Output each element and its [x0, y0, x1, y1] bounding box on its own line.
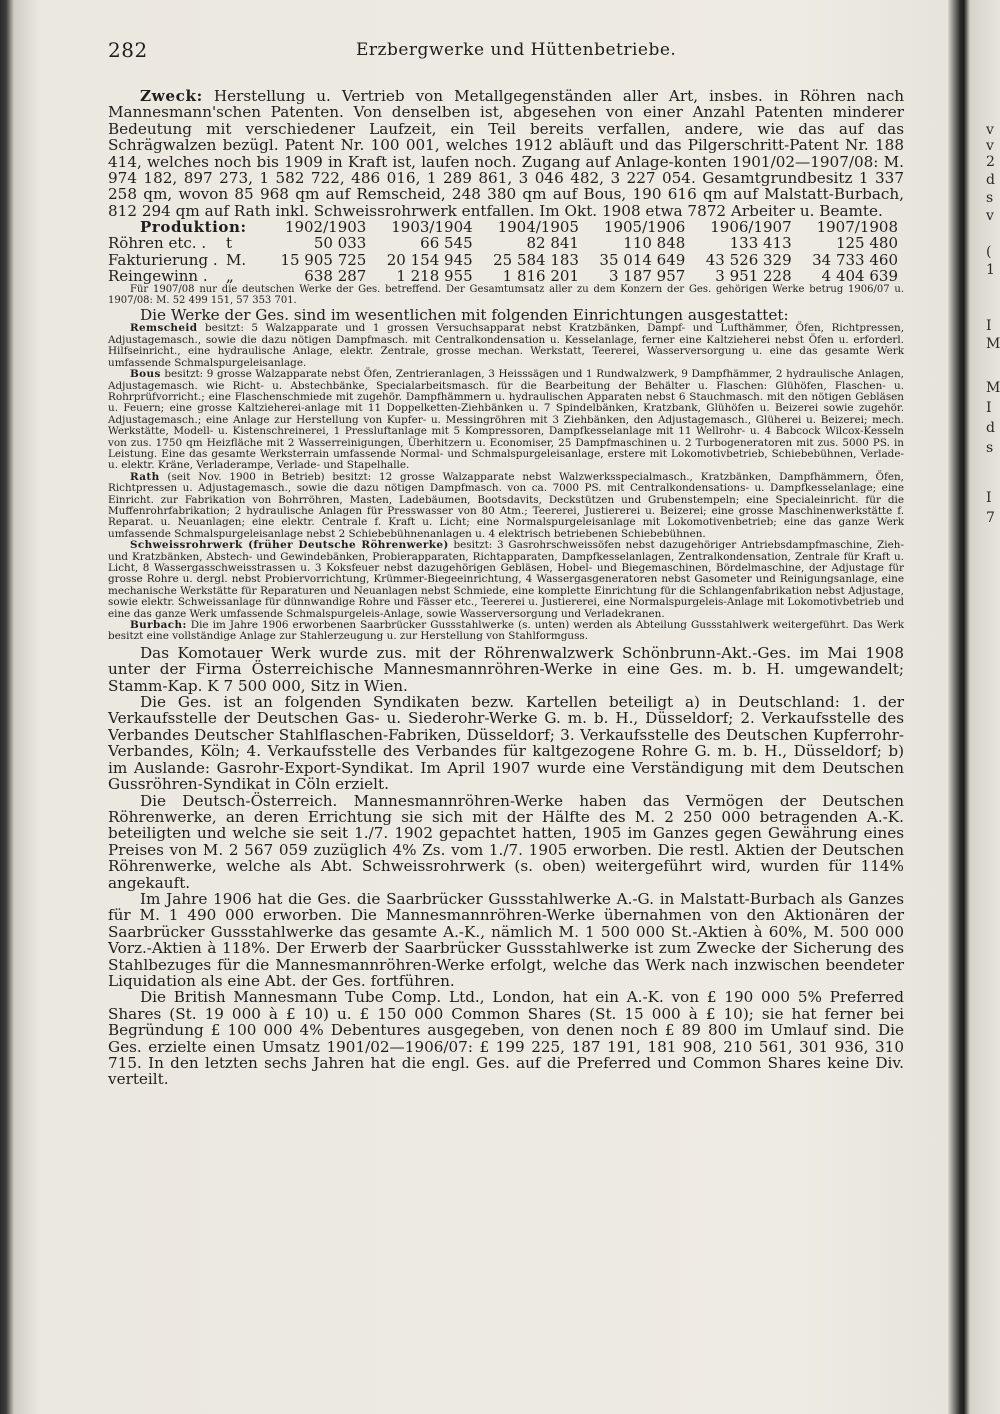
zweck-label: Zweck: [140, 87, 203, 105]
werk-name: Remscheid [130, 322, 198, 335]
table-cell: 125 480 [835, 234, 898, 253]
werk-text: besitzt: 9 grosse Walzapparate nebst Öfen, Zentrieranlagen, 3 Heisssägen und 1 Rundwalzwerk, 9 Dampfhämmer, 2 hydraulische Anlagen, Adjustagemasch. wie Richt- u. Abstechbänke, Specialarbeitsmasch. für die Bearbeitung der Behälter u. Flaschen: Glühöfen, Flaschen- u. Rohrprüfvorricht.; eine Flaschenschmiede mit zugehör. Dampfhämmern u. hydraulischen Apparaten nebst 6 Stauchmasch. mit den nötigen Gebläsen u. Feuern; eine grosse Kaltzieherei-anlage mit 11 Doppelketten-Ziehbänken u. 7 Spindelbänken, Kratzbank, Glühöfen u. Beizerei sowie zugehör. Adjustagemasch.; eine Anlage zur Herstellung von Kupfer- u. Messingröhren mit 3 Ziehbänken, den Adjustagemasch., Glüherei u. Beizerei; mech. Werkstätte, Modell- u. Kistenschreinerei, 1 Pressluftanlage mit 5 Kompressoren, Dampfkesselanlage mit 11 Wellrohr- u. 4 Babcock Wilcox-Kesseln von zus. 1750 qm Heizfläche mit 2 Wasserreinigungen, Überhitzern u. Economiser, 25 Dampfmaschinen u. 2 Turbogeneratoren mit zus. 5000 PS. in Leistung. Eine das gesamte Werksterrain umfassende Normal- und Schmalspurgeleisanlage, erstere mit Lokomotivbetrieb, Schiebebühnen, Verlade- u. elektr. Kräne, Verladerampe, Verlade- und Stapelhalle. [108, 368, 904, 472]
row-unit: „ [226, 266, 234, 285]
row-unit: t [226, 234, 233, 253]
werk-rath [108, 472, 904, 540]
table-cell: 1 218 955 [396, 266, 473, 285]
running-header [108, 38, 904, 68]
table-cell: 1 816 201 [502, 266, 579, 285]
margin-fragment: I [986, 490, 992, 506]
margin-fragment: I [986, 400, 992, 416]
margin-fragment: v [986, 122, 994, 138]
zweck-paragraph [108, 88, 904, 219]
werke-intro: Die Werke der Ges. sind im wesentlichen mit folgenden Einrichtungen ausgestattet: [140, 306, 789, 325]
zweck-text: Herstellung u. Vertrieb von Metallgegenständen aller Art, insbes. in Röhren nach Mannesmann'schen Patenten. Von denselben ist, abgesehen von einer Anzahl Patenten minderer Bedeutung mit verschiedener Laufzeit, ein Teil bereits verfallen, andere, wie das auf das Schrägwalzen bezügl. Patent Nr. 100 001, welches 1912 abläuft und das Pilgerschritt-Patent Nr. 188 414, welches noch bis 1909 in Kraft ist, laufen noch. Zugang auf Anlage-konten 1901/02—1907/08: M. 974 182, 897 273, 1 582 722, 486 016, 1 289 861, 3 046 482, 3 227 054. Gesamtgrundbesitz 1 337 258 qm, wovon 85 968 qm auf Remscheid, 248 380 qm auf Bous, 190 616 qm auf Malstatt-Burbach, 812 294 qm auf Rath inkl. Schweissrohrwerk entfallen. Im Okt. 1908 etwa 7872 Arbeiter u. Beamte. [108, 87, 905, 220]
werk-burbach [108, 620, 904, 643]
werk-schweissrohrwerk [108, 540, 904, 620]
table-cell: 4 404 639 [821, 266, 898, 285]
margin-fragment: 1 [986, 262, 995, 278]
page-content [108, 38, 905, 1089]
produktion-table [108, 219, 904, 284]
margin-fragment: 2 [986, 154, 995, 170]
produktion-footnote: Für 1907/08 nur die deutschen Werke der Ges. betreffend. Der Gesamtumsatz aller zu dem Konzern der Ges. gehörigen Werke betrug 1906/07 u. 1907/08: M. 52 499 151, 57 353 701. [108, 284, 904, 307]
paragraph-komotau: Das Komotauer Werk wurde zus. mit der Röhrenwalzwerk Schönbrunn-Akt.-Ges. im Mai 1908 unter der Firma Österreichische Mannesmannröhren-Werke in eine Ges. m. b. H. umgewandelt; Stamm-Kap. K 7 500 000, Sitz in Wien. [108, 643, 904, 695]
produktion-label: Produktion: [140, 218, 247, 237]
year-header: 1905/1906 [603, 218, 686, 237]
table-cell: 34 733 460 [812, 250, 898, 269]
werk-name: Bous [130, 368, 161, 381]
year-header: 1904/1905 [497, 218, 579, 237]
year-header: 1907/1908 [816, 218, 898, 237]
table-row [108, 252, 904, 268]
werk-bous [108, 369, 904, 472]
table-cell: 3 951 228 [715, 266, 792, 285]
margin-fragment: 7 [986, 510, 995, 526]
margin-fragment: M [986, 380, 1000, 396]
next-page-gutter [948, 0, 1000, 1414]
werk-remscheid [108, 323, 904, 369]
werk-name: Schweissrohrwerk (früher Deutsche Röhrenwerke) [130, 539, 449, 552]
margin-fragment: v [986, 208, 994, 224]
werk-text: besitzt: 3 Gasrohrschweissöfen nebst dazugehöriger Antriebsdampfmaschine, Zieh- und Kratzbänken, Abstech- und Gewindebänken, Probierapparaten, Richtapparaten, Dampfkesselanlagen, Zentralkondensation, Zentrale für Kraft u. Licht, 8 Wassergasschweisstrassen u. 3 Koksfeuer nebst dazugehörigen Gebläsen, Hobel- und Biegemaschinen, Bördelmaschine, der Adjustage für grosse Rohre u. dergl. nebst Probiervorrichtung, Krümmer-Biegeeinrichtung, 4 Wassergasgeneratoren nebst Gasometer und Reinigungsanlage, eine mechanische Werkstätte für Reparaturen und Neuanlagen nebst Schmiede, eine komplette Einrichtung für die Schlangenfabrikation nebst Adjustage, sowie elektr. Schweissanlage für dünnwandige Rohre und Fässer etc., Teererei u. Justiererei, eine Normalspurgeleis-Anlage mit Lokomotivbetrieb und eine das ganze Werk umfassende Schmalspurgeleis-Anlage, sowie Wasserversorgung und Verladekranen. [108, 539, 904, 620]
werk-name: Burbach: [130, 619, 187, 632]
table-cell: 35 014 649 [599, 250, 686, 269]
table-cell: 82 841 [526, 234, 579, 253]
margin-fragment: d [986, 420, 995, 436]
table-row [108, 235, 904, 251]
werk-name: Rath [130, 470, 160, 483]
table-cell: 15 905 725 [280, 250, 367, 269]
produktion-header-row [108, 219, 904, 235]
margin-fragment: I [986, 318, 992, 334]
table-cell: 43 526 329 [705, 250, 792, 269]
table-cell: 133 413 [729, 234, 792, 253]
table-cell: 50 033 [313, 234, 367, 253]
row-label: Fakturierung . [108, 250, 218, 269]
werk-text: (seit Nov. 1900 in Betrieb) besitzt: 12 grosse Walzapparate nebst Walzwerksspecialmasch., Kratzbänken, Dampfhämmern, Öfen, Richtpressen u. Adjustagemasch., sowie die dazu nötigen Dampfmasch. von ca. 7000 PS. mit Centralkondensations- u. Dampfkesselanlage; eine Einricht. zur Fabrikation von Bohrröhren, Masten, Ladebäumen, Bootsdavits, Deckstützen und Grubenstempeln; eine Specialeinricht. für die Muffenrohrfabrikation; 2 hydraulische Anlagen für Presswasser von 80 Atm.; Teererei, Justiererei u. Beizerei; eine grosse Maschinenwerkstätte f. Reparat. u. Neuanlagen; eine elektr. Centrale f. Kraft u. Licht; eine Normalspurgeleisanlage mit Lokomotivenbetrieb; eine das ganze Werk umfassende Schmalspurgeleisanlage nebst 2 Schiebebühnenanlagen u. 4 elektrisch betriebenen Schiebebühnen. [108, 470, 904, 540]
page-number: 282 [108, 38, 148, 62]
table-row [108, 268, 904, 284]
year-header: 1902/1903 [284, 218, 367, 237]
werk-text: besitzt: 5 Walzapparate und 1 grossen Versuchsapparat nebst Kratzbänken, Dampf- und Lufthämmer, Öfen, Richtpressen, Adjustagemasch., sowie die dazu nötigen Dampfmasch. mit Centralkondensation u. Kesselanlage, ferner eine Kaltzieherei nebst Öfen u. erforderl. Hilfseinricht., eine hydraulische Anlage, elektr. Zentrale, grosse mechan. Werkstatt, Teererei, Wasserversorgung u. eine das gesamte Werk umfassende Schmalspurgeleisanlage. [108, 322, 904, 369]
article-body [108, 88, 904, 1088]
table-cell: 638 287 [304, 266, 367, 285]
margin-fragment: v [986, 138, 994, 154]
margin-fragment: ( [986, 244, 992, 260]
margin-fragment: d [986, 172, 995, 188]
row-label: Reingewinn . [108, 266, 208, 285]
paragraph-deutsche-roehrenwerke: Die Deutsch-Österreich. Mannesmannröhren-Werke haben das Vermögen der Deutschen Röhrenwerke, an deren Errichtung sie sich mit der Hälfte des M. 2 250 000 betragenden A.-K. beteiligten und welche sie seit 1./7. 1902 gepachtet hatten, 1905 im Ganzes gegen Gewährung eines Preises von M. 2 567 059 zuzüglich 4% Zs. vom 1./7. 1905 erworben. Die restl. Aktien der Deutschen Röhrenwerke, welche als Abt. Schweissrohrwerk (s. oben) weitergeführt wird, wurden für 114% angekauft. [108, 791, 904, 892]
table-cell: 3 187 957 [608, 266, 686, 285]
paragraph-syndikate: Die Ges. ist an folgenden Syndikaten bezw. Kartellen beteiligt a) in Deutschland: 1. der Verkaufsstelle der Deutschen Gas- u. Siederohr-Werke G. m. b. H., Düsseldorf; 2. Verkaufsstelle des Verbandes Deutscher Stahlflaschen-Fabriken, Düsseldorf; 3. Verkaufsstelle des Deutschen Kupferrohr-Verbandes, Köln; 4. Verkaufsstelle des Verbandes für kaltgezogene Rohre G. m. b. H., Düsseldorf; b) im Auslande: Gasrohr-Export-Syndikat. Im April 1907 wurde eine Verständigung mit dem Deutschen Gussröhren-Syndikat in Cöln erzielt. [108, 693, 904, 794]
table-cell: 110 848 [623, 234, 686, 253]
row-label: Röhren etc. . [108, 234, 207, 253]
margin-fragment: s [986, 440, 994, 456]
row-unit: M. [226, 250, 247, 269]
table-cell: 25 584 183 [493, 250, 579, 269]
paragraph-british-mannesmann: Die British Mannesmann Tube Comp. Ltd., London, hat ein A.-K. von £ 190 000 5% Preferred Shares (St. 19 000 à £ 10) u. £ 150 000 Common Shares (St. 15 000 à £ 10); sie hat ferner bei Begründung £ 100 000 4% Debentures ausgegeben, von denen noch £ 89 800 im Umlauf sind. Die Ges. erzielte einen Umsatz 1901/02—1906/07: £ 199 225, 187 191, 181 908, 210 561, 301 936, 310 715. In den letzten sechs Jahren hat die engl. Ges. auf die Preferred und Common Shares keine Div. verteilt. [108, 988, 904, 1089]
margin-fragment: M [986, 336, 1000, 352]
table-cell: 20 154 945 [386, 250, 473, 269]
werk-text: Die im Jahre 1906 erworbenen Saarbrücker Gussstahlwerke (s. unten) werden als Abteilung Gussstahlwerk weitergeführt. Das Werk besitzt eine vollständige Anlage zur Stahlerzeugung u. zur Herstellung von Stahlformguss. [108, 619, 904, 643]
paragraph-saarbruecker: Im Jahre 1906 hat die Ges. die Saarbrücker Gussstahlwerke A.-G. in Malstatt-Burbach als Ganzes für M. 1 490 000 erworben. Die Mannesmannröhren-Werke übernahmen von den Aktionären der Saarbrücker Gussstahlwerke das gesamte A.-K., nämlich M. 1 500 000 St.-Aktien à 60%, M. 500 000 Vorz.-Aktien à 118%. Der Erwerb der Saarbrücker Gussstahlwerke ist zum Zwecke der Sicherung des Stahlbezuges für die Mannesmannröhren-Werke erfolgt, welche das Werk nach inzwischen beendeter Liquidation als eine Abt. der Ges. fortführen. [108, 889, 904, 990]
running-title: Erzbergwerke und Hüttenbetriebe. [356, 40, 677, 60]
year-header: 1903/1904 [391, 218, 473, 237]
table-cell: 66 545 [420, 234, 473, 253]
margin-fragment: s [986, 190, 994, 206]
year-header: 1906/1907 [710, 218, 792, 237]
